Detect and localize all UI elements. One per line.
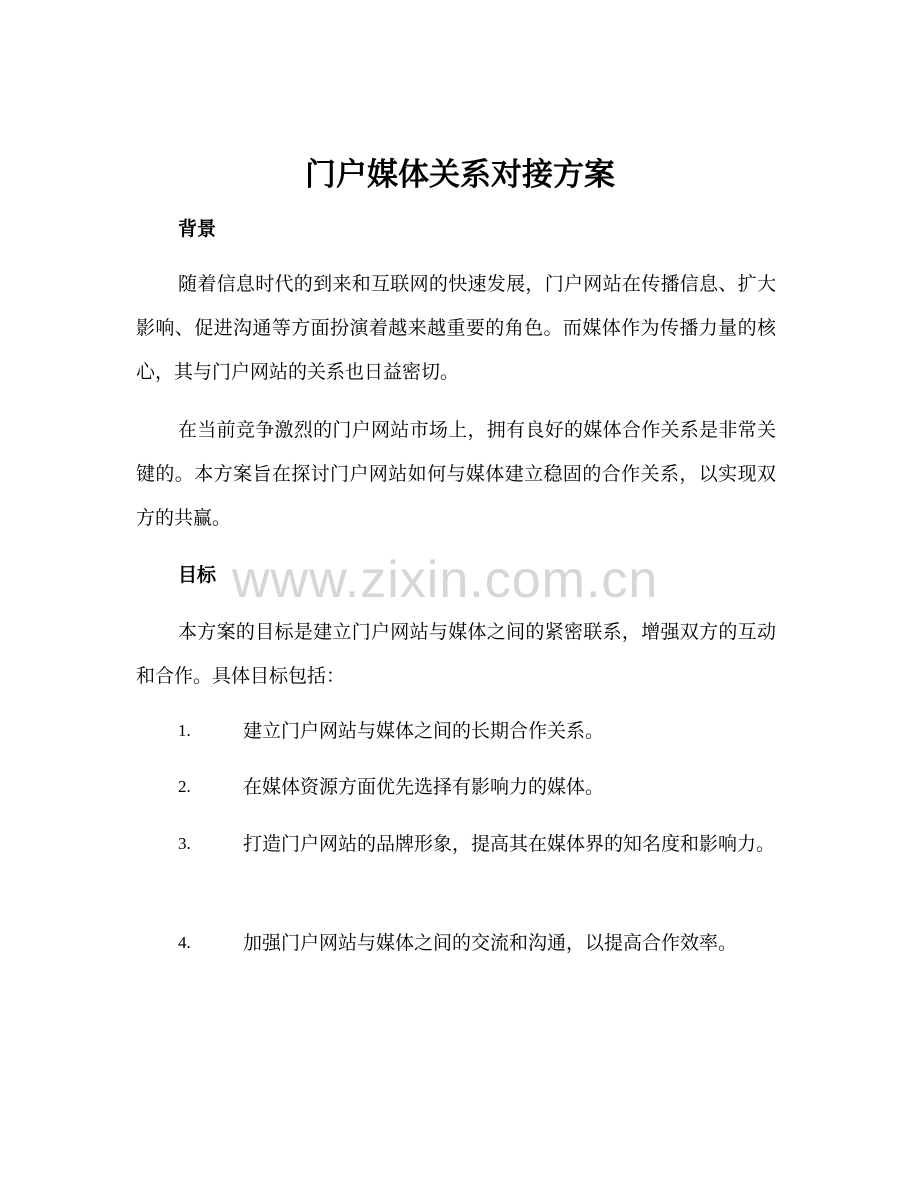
list-item-text: 建立门户网站与媒体之间的长期合作关系。 — [243, 720, 605, 742]
list-item-text: 在媒体资源方面优先选择有影响力的媒体。 — [243, 776, 605, 798]
list-item-number: 3. — [178, 834, 191, 853]
document-title: 门户媒体关系对接方案 — [305, 157, 615, 193]
watermark: www.zixin.com.cn — [232, 551, 659, 609]
list-item — [136, 709, 776, 753]
list-item — [136, 765, 776, 809]
list-item-text: 加强门户网站与媒体之间的交流和沟通，以提高合作效率。 — [243, 932, 738, 954]
background-paragraph-1: 随着信息时代的到来和互联网的快速发展，门户网站在传播信息、扩大影响、促进沟通等方面扮演着越来越重要的角色。而媒体作为传播力量的核心，其与门户网站的关系也日益密切。 — [136, 273, 776, 383]
list-item-number: 1. — [178, 721, 191, 740]
list-item-number: 4. — [178, 933, 191, 952]
list-item — [136, 921, 776, 965]
section-heading-background: 背景 — [178, 218, 217, 240]
goals-paragraph-1: 本方案的目标是建立门户网站与媒体之间的紧密联系，增强双方的互动和合作。具体目标包括： — [136, 621, 776, 687]
list-item-text: 打造门户网站的品牌形象，提高其在媒体界的知名度和影响力。 — [243, 833, 776, 855]
list-item — [136, 822, 776, 866]
section-heading-goals: 目标 — [178, 564, 217, 586]
list-item-number: 2. — [178, 777, 191, 796]
background-paragraph-2: 在当前竞争激烈的门户网站市场上，拥有良好的媒体合作关系是非常关键的。本方案旨在探讨门户网站如何与媒体建立稳固的合作关系，以实现双方的共赢。 — [136, 419, 776, 529]
